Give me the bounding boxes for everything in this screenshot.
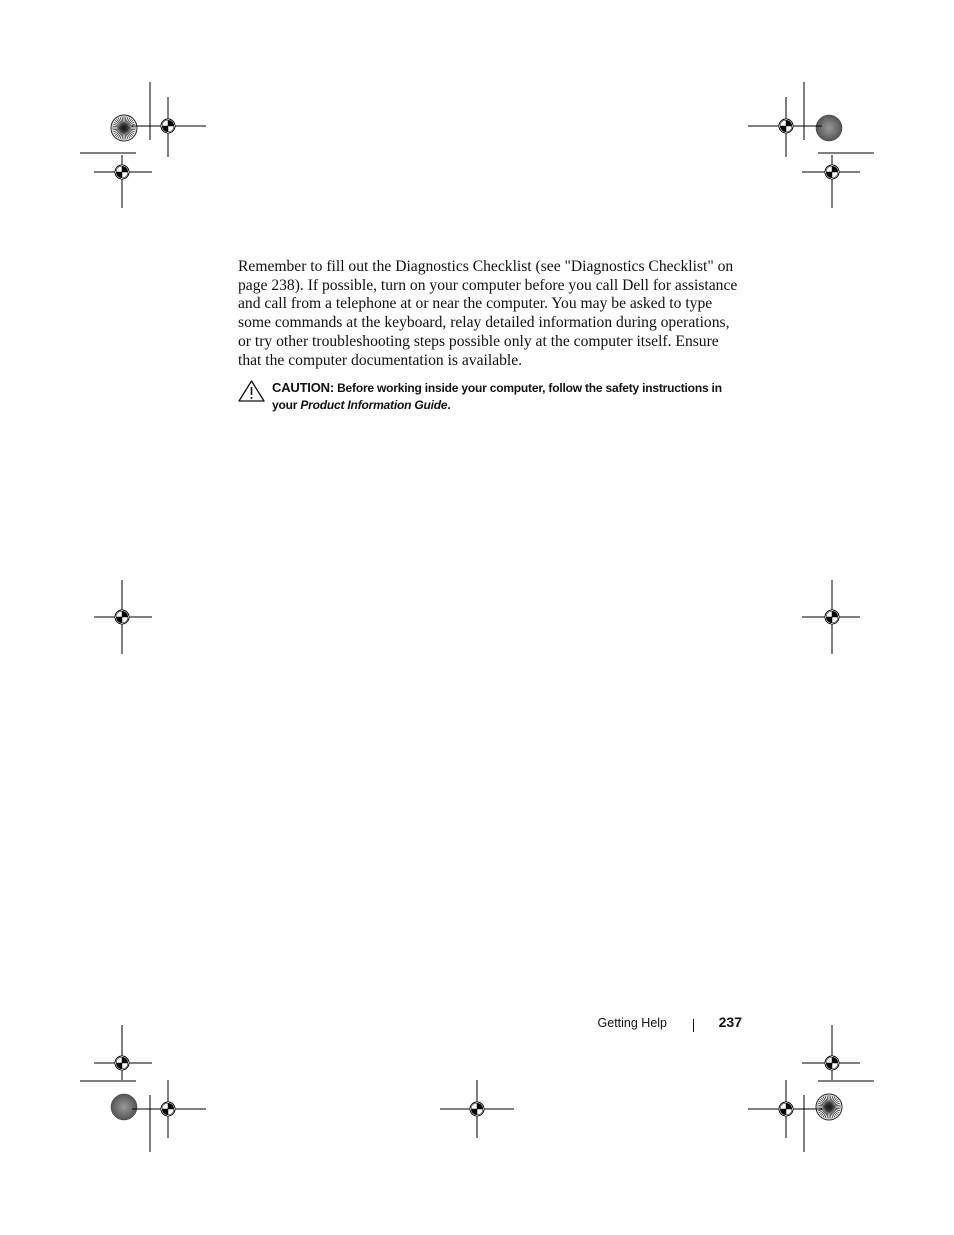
footer-separator <box>693 1019 694 1032</box>
caution-text <box>272 379 748 414</box>
starburst-mark-br <box>816 1094 842 1120</box>
gray-mark-tr <box>816 115 842 141</box>
gray-mark-bl <box>111 1094 137 1120</box>
page-number: 237 <box>718 1014 742 1030</box>
warning-triangle-icon <box>238 380 265 402</box>
caution-end-punctuation: . <box>447 398 451 412</box>
body-paragraph: Remember to fill out the Diagnostics Checklist (see "Diagnostics Checklist" on page 238). If possible, turn on your computer before you call Dell for assistance and call from a telephone at or near the computer. You may be asked to type some commands at the keyboard, relay detailed information during operations, or try other troubleshooting steps possible only at the computer itself. Ensure that the computer documentation is available. <box>238 258 738 369</box>
starburst-mark-tl <box>111 115 137 141</box>
page-footer <box>560 1014 742 1036</box>
caution-label: CAUTION: <box>272 380 334 395</box>
footer-section-title: Getting Help <box>597 1016 667 1030</box>
product-information-guide-title: Product Information Guide <box>300 398 448 412</box>
caution-message: Before working inside your computer, follow the safety instructions in your <box>272 381 722 412</box>
